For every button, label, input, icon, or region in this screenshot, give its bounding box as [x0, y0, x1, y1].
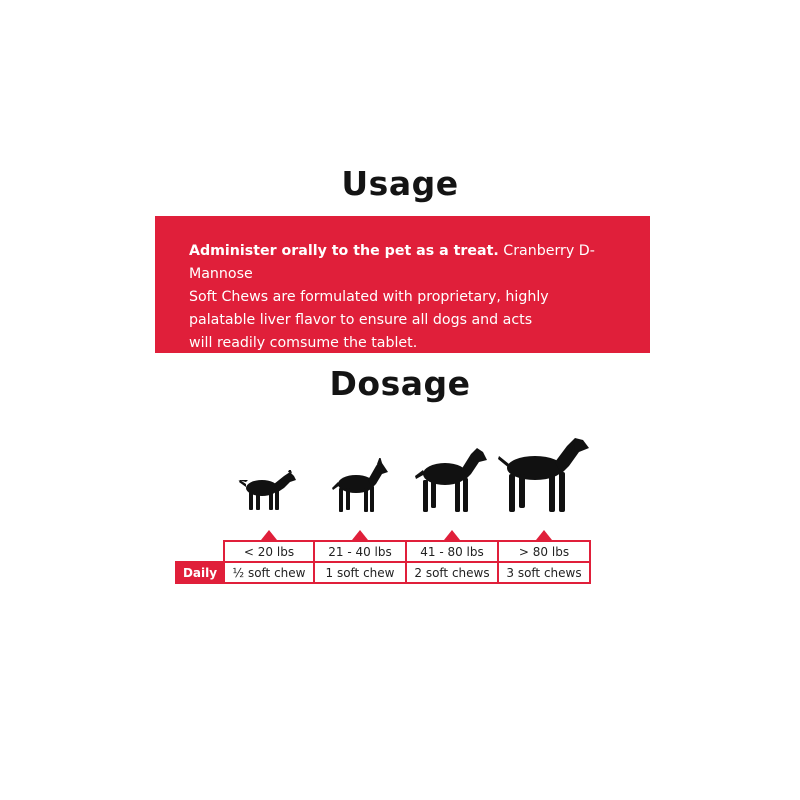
usage-banner	[155, 216, 650, 353]
usage-title: Usage	[341, 164, 459, 203]
dosage-table	[175, 540, 591, 584]
weight-row	[176, 541, 590, 562]
dose-cell: 1 soft chew	[314, 562, 406, 583]
medium-dog-silhouette-icon	[330, 458, 390, 514]
dose-cell: 3 soft chews	[498, 562, 590, 583]
dose-row	[176, 562, 590, 583]
dosage-title: Dosage	[329, 364, 471, 403]
daily-label: Daily	[176, 562, 224, 583]
weight-cell: 41 - 80 lbs	[406, 541, 498, 562]
pointer-triangle-icon	[261, 530, 277, 540]
dose-cell: 2 soft chews	[406, 562, 498, 583]
pointer-triangle-icon	[444, 530, 460, 540]
dog-size-row	[0, 430, 800, 520]
usage-bold-text: Administer orally to the pet as a treat.	[189, 243, 499, 259]
giant-dog-silhouette-icon	[497, 436, 591, 514]
usage-line-3: palatable liver flavor to ensure all dogs and acts	[189, 312, 533, 328]
large-dog-silhouette-icon	[413, 446, 489, 514]
dose-cell: ½ soft chew	[224, 562, 314, 583]
small-dog-silhouette-icon	[238, 470, 300, 512]
weight-cell: > 80 lbs	[498, 541, 590, 562]
weight-cell: < 20 lbs	[224, 541, 314, 562]
pointer-triangle-icon	[536, 530, 552, 540]
usage-line-4: will readily comsume the tablet.	[189, 335, 418, 351]
usage-line-2: Soft Chews are formulated with proprietary, highly	[189, 289, 549, 305]
usage-line-1: Cranberry D-Mannose	[189, 243, 595, 282]
pointer-triangle-icon	[352, 530, 368, 540]
weight-cell: 21 - 40 lbs	[314, 541, 406, 562]
